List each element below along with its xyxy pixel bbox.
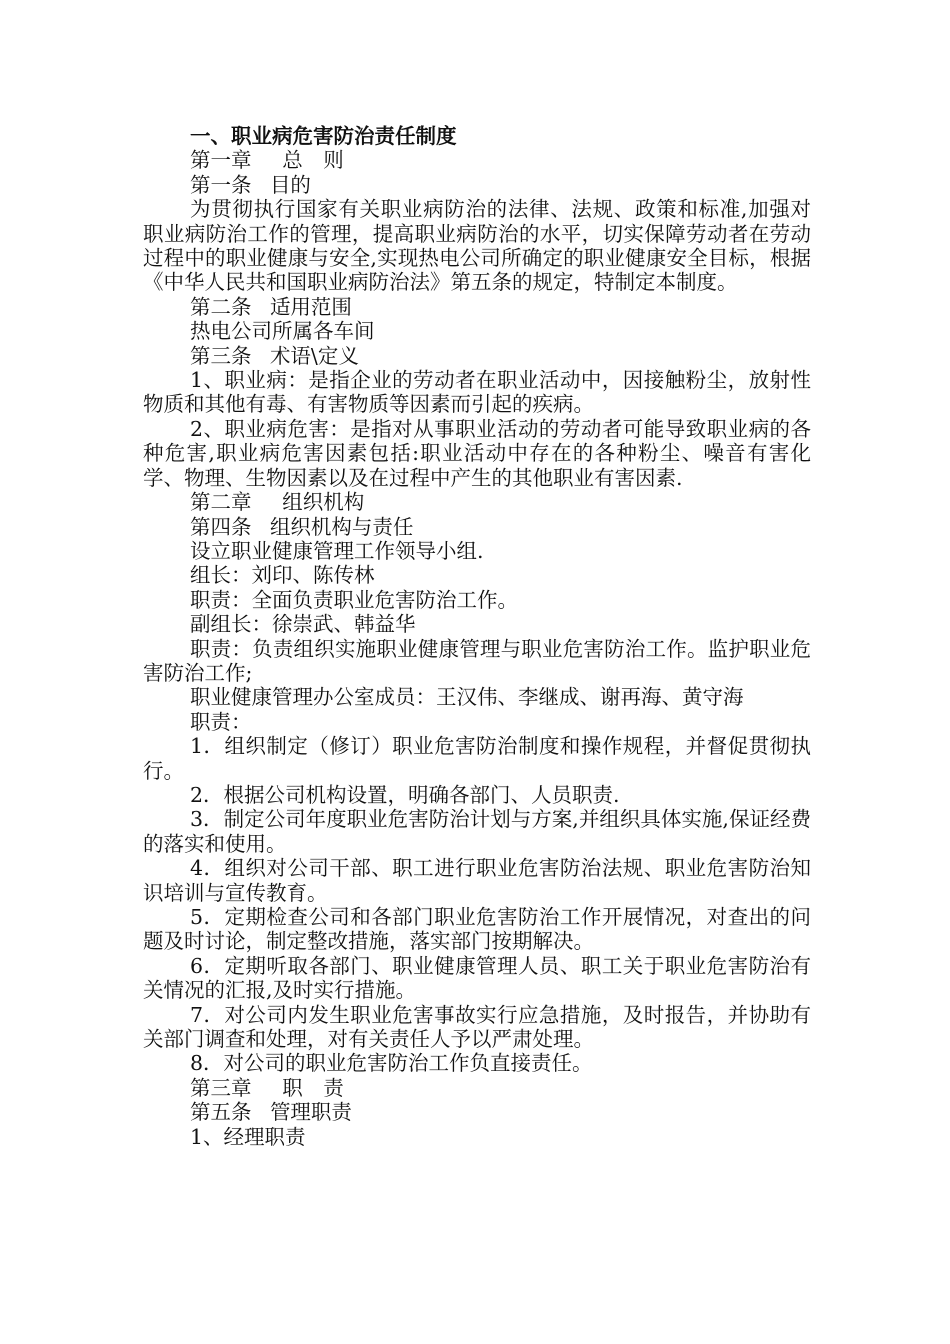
article-1-body: 为贯彻执行国家有关职业病防治的法律、法规、政策和标准,加强对职业病防治工作的管理，提高职业病防治的水平，切实保障劳动者在劳动过程中的职业健康与安全,实现热电公司所确定的职业健康安全目标，根据《中华人民共和国职业病防治法》第五条的规定，特制定本制度。 xyxy=(143,197,811,295)
article-4-line: 副组长：徐崇武、韩益华 xyxy=(190,612,416,637)
duty-item: 3．制定公司年度职业危害防治计划与方案,并组织具体实施,保证经费的落实和使用。 xyxy=(143,807,811,856)
article-1-label: 第一条 xyxy=(190,172,252,197)
chapter-3-name: 职 责 xyxy=(282,1075,344,1100)
article-5-name: 管理职责 xyxy=(269,1100,352,1125)
chapter-1-name: 总 则 xyxy=(282,148,344,173)
document-body xyxy=(143,124,811,1149)
article-4-label: 第四条 xyxy=(190,514,252,539)
chapter-1-heading xyxy=(143,148,811,172)
article-4-heading xyxy=(143,515,811,539)
article-1-heading xyxy=(143,173,811,197)
article-3-heading xyxy=(143,344,811,368)
duty-item: 8．对公司的职业危害防治工作负直接责任。 xyxy=(190,1051,593,1076)
chapter-2-label: 第二章 xyxy=(190,490,252,515)
chapter-1-label: 第一章 xyxy=(190,148,252,173)
definition-item: 2、职业病危害：是指对从事职业活动的劳动者可能导致职业病的各种危害,职业病危害因素包括:职业活动中存在的各种粉尘、噪音有害化学、物理、生物因素以及在过程中产生的其他职业有害因素. xyxy=(143,416,811,490)
article-5-label: 第五条 xyxy=(190,1100,252,1125)
article-2-body: 热电公司所属各车间 xyxy=(190,319,375,344)
article-5-subheading: 1、经理职责 xyxy=(190,1124,306,1149)
article-4-line: 职责：全面负责职业危害防治工作。 xyxy=(190,587,518,612)
duty-item: 4．组织对公司干部、职工进行职业危害防治法规、职业危害防治知识培训与宣传教育。 xyxy=(143,856,811,905)
article-2-name: 适用范围 xyxy=(269,294,352,319)
article-4-name: 组织机构与责任 xyxy=(269,514,414,539)
article-4-line: 设立职业健康管理工作领导小组. xyxy=(190,538,484,563)
duty-item: 1．组织制定（修订）职业危害防治制度和操作规程，并督促贯彻执行。 xyxy=(143,734,811,783)
document-title: 一、职业病危害防治责任制度 xyxy=(190,124,457,148)
chapter-3-heading xyxy=(143,1076,811,1100)
article-2-label: 第二条 xyxy=(190,294,252,319)
chapter-3-label: 第三章 xyxy=(190,1075,252,1100)
article-1-name: 目的 xyxy=(269,172,311,197)
duty-item: 6．定期听取各部门、职业健康管理人员、职工关于职业危害防治有关情况的汇报,及时实行措施。 xyxy=(143,953,811,1003)
article-4-line: 职责： xyxy=(190,709,252,734)
article-4-line: 职业健康管理办公室成员：王汉伟、李继成、谢再海、黄守海 xyxy=(190,685,744,710)
duty-item: 2．根据公司机构设置，明确各部门、人员职责. xyxy=(190,782,620,807)
article-4-line: 组长：刘印、陈传林 xyxy=(190,563,375,588)
chapter-2-name: 组织机构 xyxy=(282,490,365,515)
article-2-heading xyxy=(143,295,811,319)
article-3-label: 第三条 xyxy=(190,343,252,368)
duty-item: 5．定期检查公司和各部门职业危害防治工作开展情况，对查出的问题及时讨论，制定整改措施，落实部门按期解决。 xyxy=(143,905,811,954)
definition-item: 1、职业病：是指企业的劳动者在职业活动中，因接触粉尘，放射性物质和其他有毒、有害物质等因素而引起的疾病。 xyxy=(143,368,811,417)
article-5-heading xyxy=(143,1100,811,1124)
article-4-line: 职责：负责组织实施职业健康管理与职业危害防治工作。监护职业危害防治工作; xyxy=(143,636,811,685)
chapter-2-heading xyxy=(143,490,811,514)
article-3-name: 术语\定义 xyxy=(269,343,359,368)
duty-item: 7．对公司内发生职业危害事故实行应急措施，及时报告，并协助有关部门调查和处理，对有关责任人予以严肃处理。 xyxy=(143,1002,811,1052)
